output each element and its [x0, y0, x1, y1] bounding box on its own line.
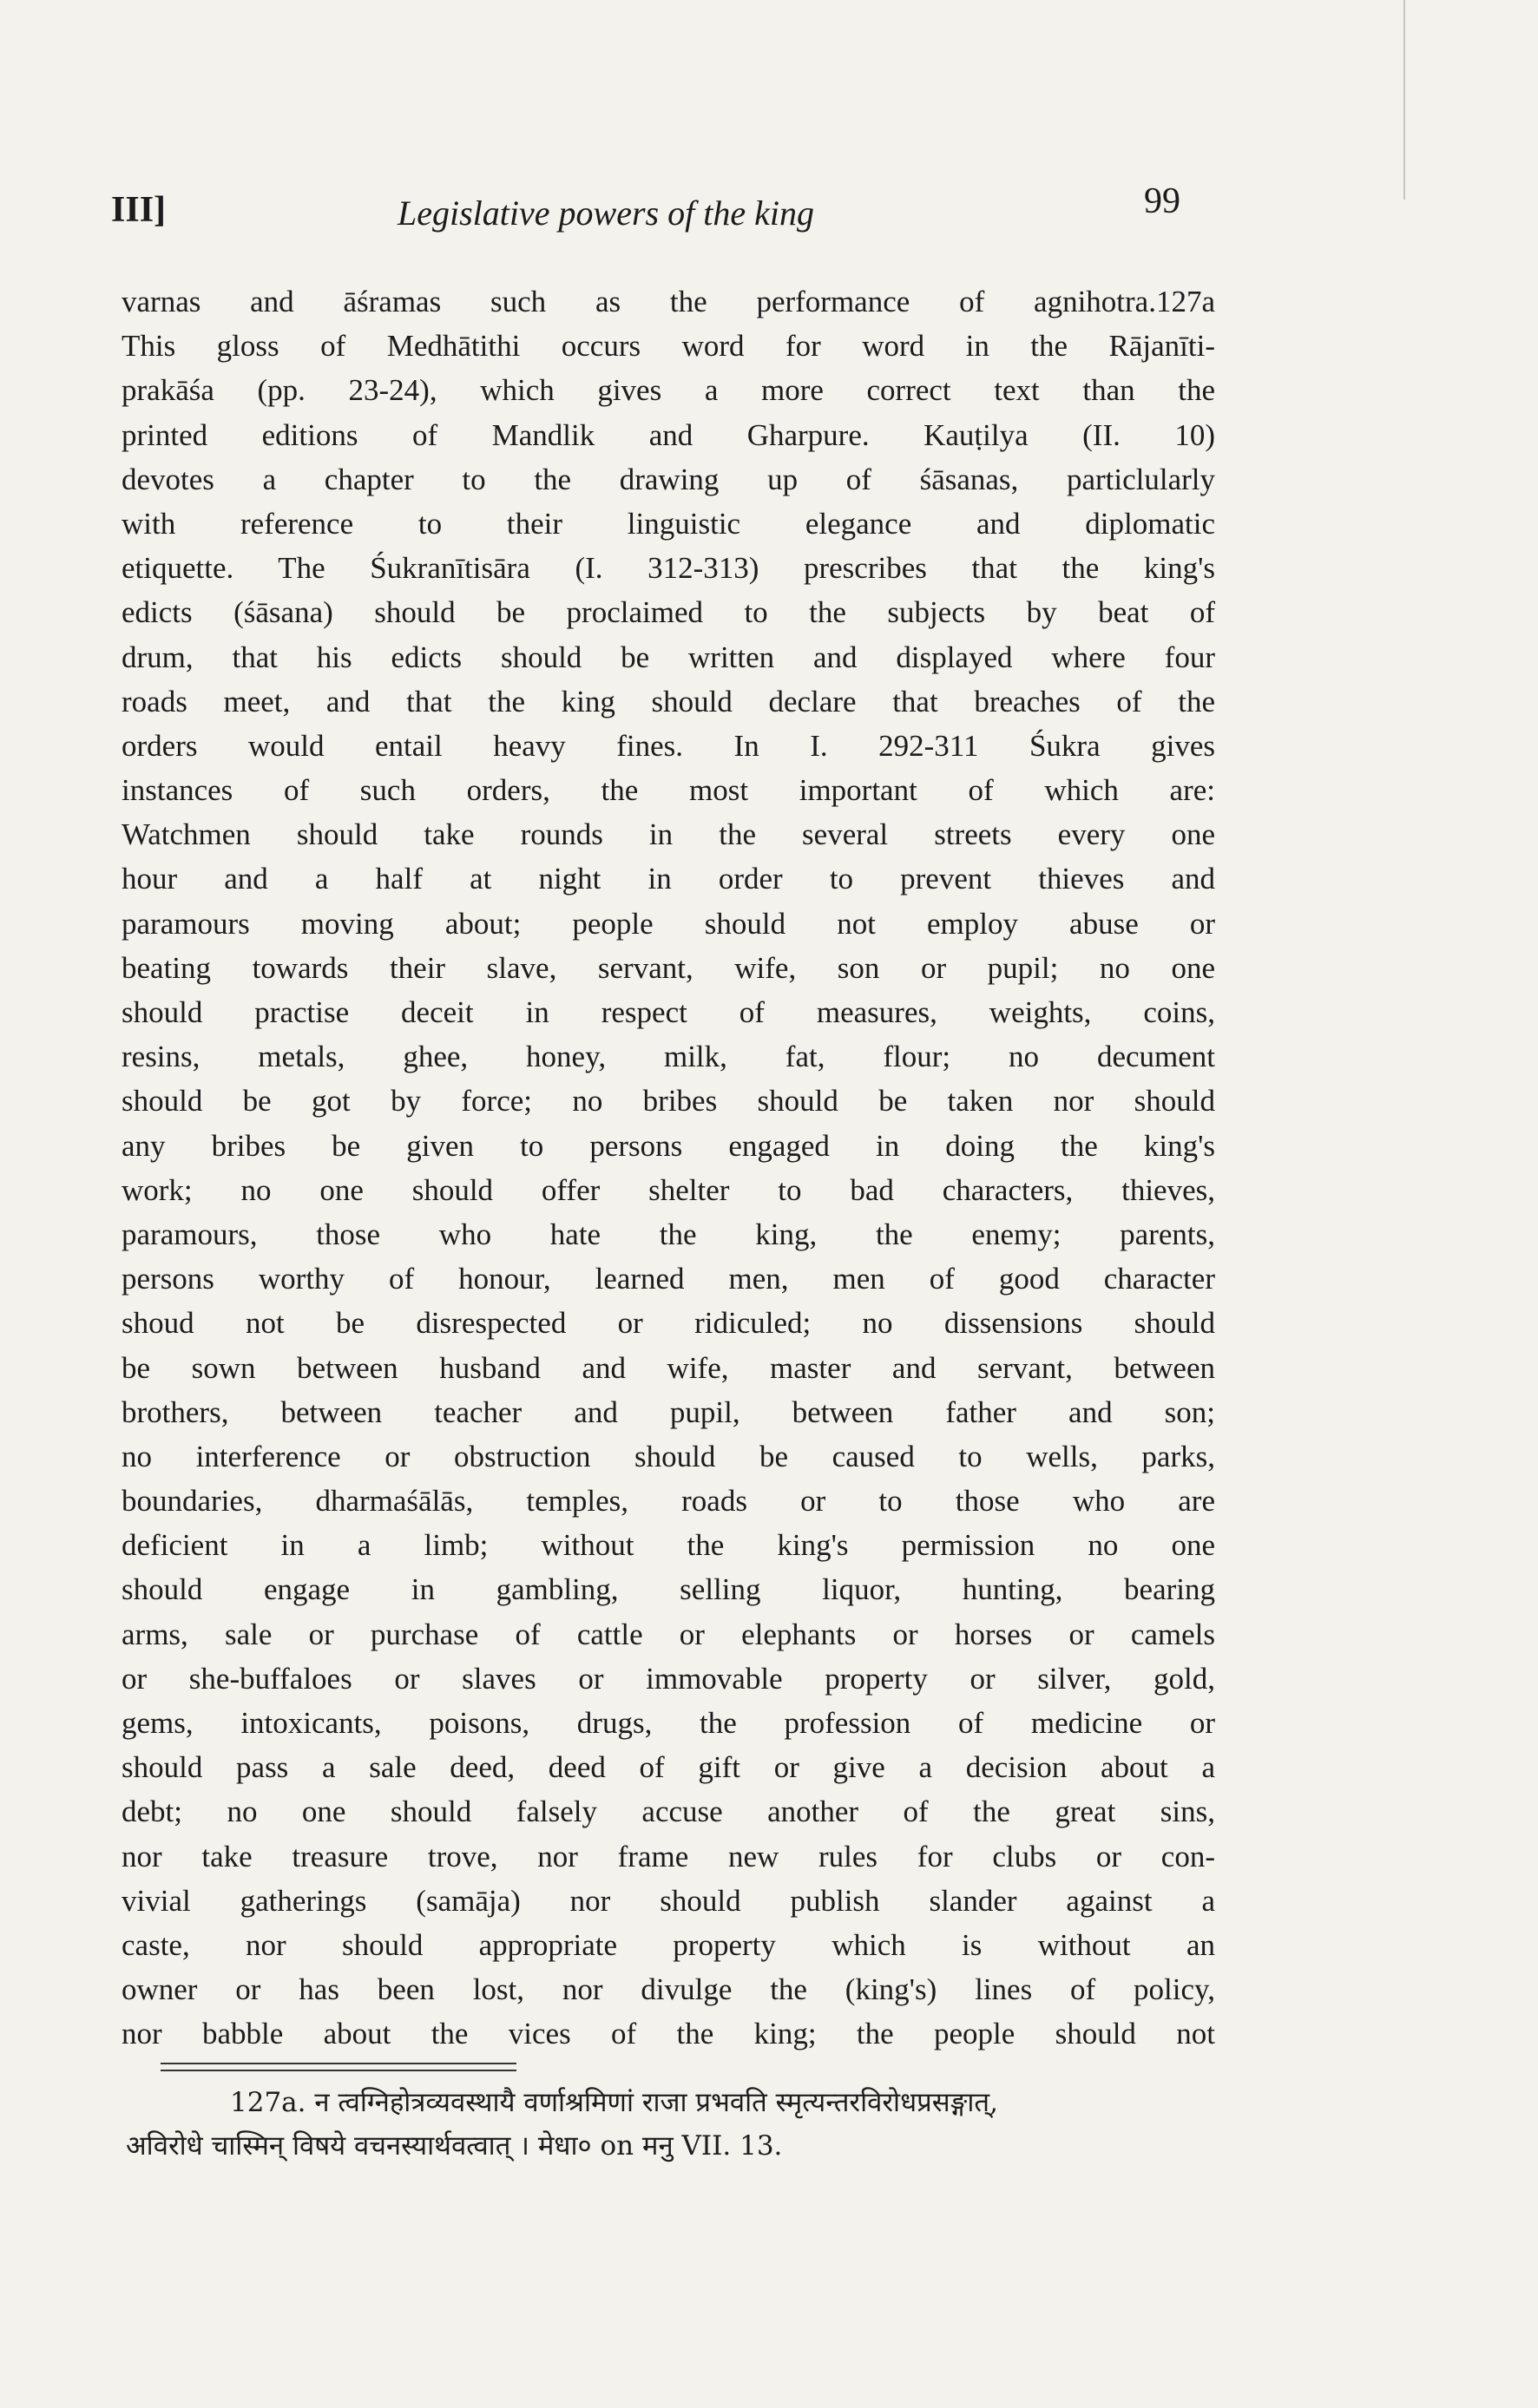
body-line: persons worthy of honour, learned men, men of good character [122, 1262, 1215, 1296]
body-line: edicts (śāsana) should be proclaimed to the subjects by beat of [122, 595, 1215, 630]
running-title: Legislative powers of the king [398, 194, 814, 233]
body-line: work; no one should offer shelter to bad characters, thieves, [122, 1172, 1215, 1207]
body-line: deficient in a limb; without the king's permission no one [122, 1528, 1215, 1563]
body-line: with reference to their linguistic elegance and diplomatic [122, 506, 1215, 541]
running-header [111, 181, 1187, 250]
body-line: should practise deceit in respect of measures, weights, coins, [122, 995, 1215, 1029]
body-line: boundaries, dharmaśālās, temples, roads or to those who are [122, 1484, 1215, 1519]
body-line: hour and a half at night in order to prevent thieves and [122, 862, 1215, 896]
body-line: prakāśa (pp. 23-24), which gives a more correct text than the [122, 373, 1215, 408]
body-line: varnas and āśramas such as the performance of agnihotra.127a [122, 285, 1215, 318]
footnote-line: 127a. न त्वग्निहोत्रव्यवस्थायै वर्णाश्रमिणां राजा प्रभवति स्मृत्यन्तरविरोधप्रसङ्गात्, [230, 2087, 998, 2118]
chapter-number: III] [111, 190, 167, 230]
footnote-line: अविरोधे चास्मिन् विषये वचनस्यार्थवत्वात् । मेधा० on मनु VII. 13. [126, 2130, 783, 2162]
body-line: paramours moving about; people should not employ abuse or [122, 906, 1215, 941]
body-line: owner or has been lost, nor divulge the (king's) lines of policy, [122, 1972, 1215, 2007]
body-line: roads meet, and that the king should declare that breaches of the [122, 684, 1215, 718]
body-line: should pass a sale deed, deed of gift or give a decision about a [122, 1750, 1215, 1785]
body-text [122, 279, 1215, 2057]
body-line: instances of such orders, the most important of which are: [122, 773, 1215, 808]
body-line: or she-buffaloes or slaves or immovable property or silver, gold, [122, 1661, 1215, 1696]
body-line: This gloss of Medhātithi occurs word for word in the Rājanīti- [122, 329, 1215, 364]
body-line: caste, nor should appropriate property which is without an [122, 1927, 1215, 1962]
body-line: shoud not be disrespected or ridiculed; no dissensions should [122, 1306, 1215, 1341]
body-line: orders would entail heavy fines. In I. 292-311 Śukra gives [122, 728, 1215, 763]
body-line: nor babble about the vices of the king; the people should not [122, 2017, 1215, 2051]
body-line: resins, metals, ghee, honey, milk, fat, flour; no decument [122, 1040, 1215, 1074]
body-line: should engage in gambling, selling liquor, hunting, bearing [122, 1572, 1215, 1607]
footnote [126, 2081, 1202, 2168]
page-edge-line [1403, 0, 1405, 200]
body-line: gems, intoxicants, poisons, drugs, the profession of medicine or [122, 1706, 1215, 1740]
body-line: Watchmen should take rounds in the several streets every one [122, 817, 1215, 852]
body-line: devotes a chapter to the drawing up of śāsanas, particlularly [122, 462, 1215, 496]
body-line: no interference or obstruction should be caused to wells, parks, [122, 1439, 1215, 1473]
body-line: debt; no one should falsely accuse another of the great sins, [122, 1795, 1215, 1829]
body-line: drum, that his edicts should be written and displayed where four [122, 640, 1215, 674]
body-line: brothers, between teacher and pupil, between father and son; [122, 1394, 1215, 1429]
body-line: nor take treasure trove, nor frame new rules for clubs or con- [122, 1839, 1215, 1873]
footnote-rule [161, 2063, 516, 2071]
body-line: be sown between husband and wife, master and servant, between [122, 1350, 1215, 1385]
page-number: 99 [1144, 181, 1180, 221]
body-line: vivial gatherings (samāja) nor should publish slander against a [122, 1883, 1215, 1918]
body-line: arms, sale or purchase of cattle or elephants or horses or camels [122, 1617, 1215, 1651]
body-line: should be got by force; no bribes should be taken nor should [122, 1084, 1215, 1119]
body-line: printed editions of Mandlik and Gharpure. Kauṭilya (II. 10) [122, 417, 1215, 452]
body-line: paramours, those who hate the king, the enemy; parents, [122, 1217, 1215, 1251]
body-line: etiquette. The Śukranītisāra (I. 312-313) prescribes that the king's [122, 551, 1215, 586]
body-line: any bribes be given to persons engaged in doing the king's [122, 1128, 1215, 1163]
body-line: beating towards their slave, servant, wife, son or pupil; no one [122, 950, 1215, 985]
